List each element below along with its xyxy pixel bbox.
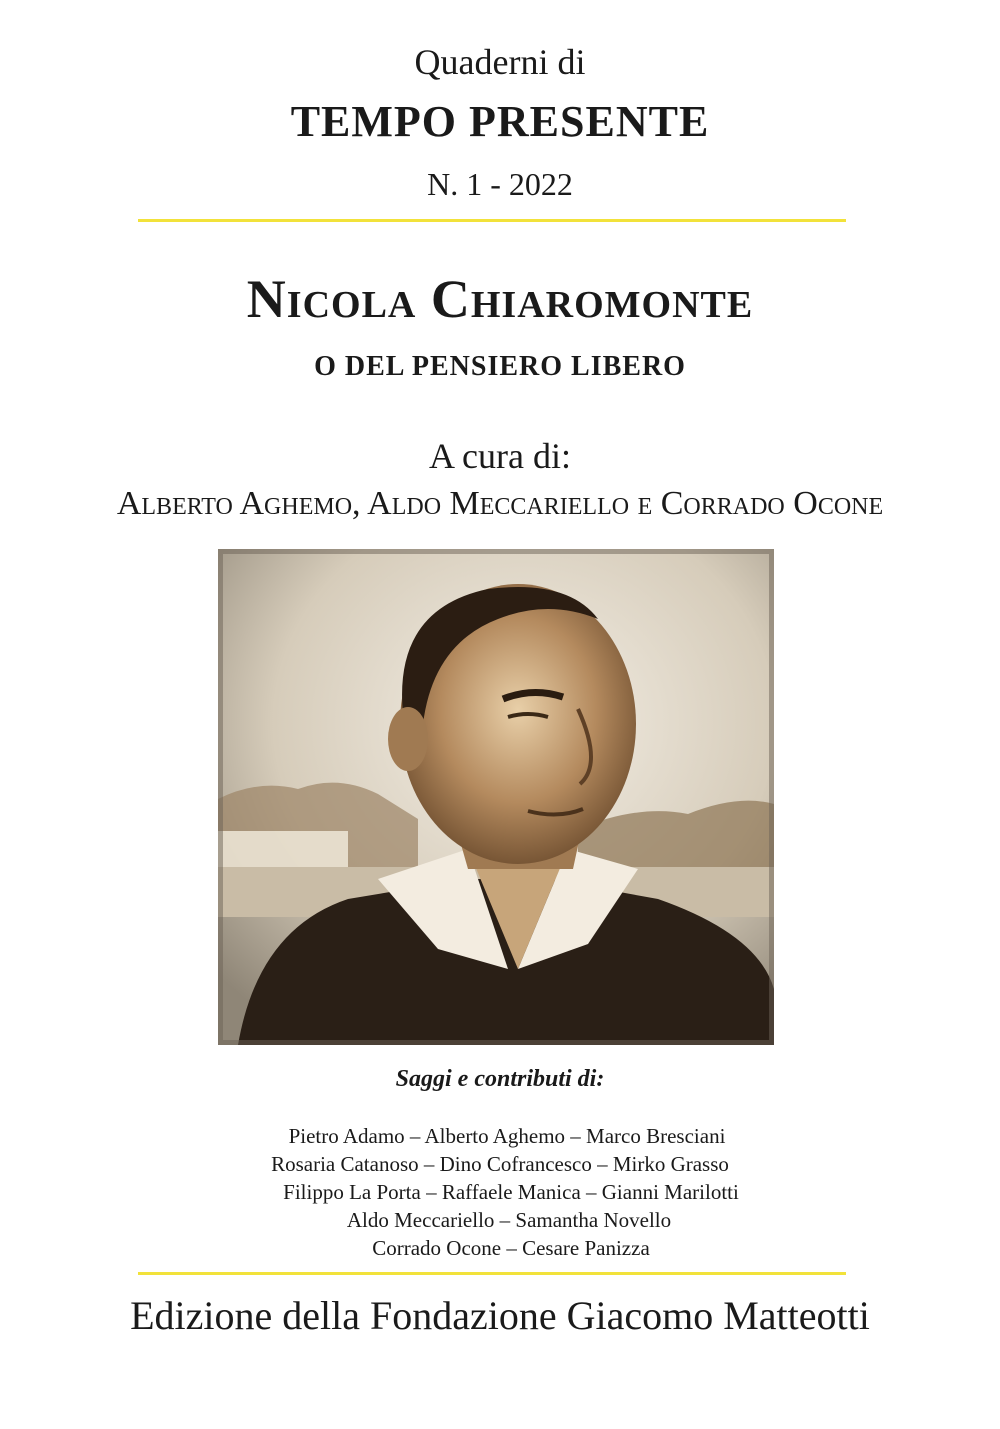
contributors-line: Corrado Ocone – Cesare Panizza — [372, 1236, 650, 1260]
contributors-list — [0, 1122, 1000, 1262]
series-label: Quaderni di — [414, 42, 586, 82]
journal-title: TEMPO PRESENTE — [290, 97, 710, 146]
contributors-line: Rosaria Catanoso – Dino Cofrancesco – Mirko Grasso — [271, 1152, 729, 1176]
edited-by-label: A cura di: — [429, 436, 571, 476]
bottom-divider — [138, 1272, 846, 1275]
book-title: Nicola Chiaromonte — [246, 269, 754, 329]
contributors-label: Saggi e contributi di: — [395, 1066, 605, 1092]
issue-number: N. 1 - 2022 — [427, 166, 573, 202]
contributors-line: Pietro Adamo – Alberto Aghemo – Marco Bresciani — [288, 1124, 726, 1148]
book-subtitle: O DEL PENSIERO LIBERO — [314, 351, 686, 382]
contributors-line: Aldo Meccariello – Samantha Novello — [346, 1208, 672, 1232]
top-divider — [138, 219, 846, 222]
publisher-line: Edizione della Fondazione Giacomo Matteotti — [130, 1293, 870, 1338]
contributors-line: Filippo La Porta – Raffaele Manica – Gianni Marilotti — [283, 1180, 739, 1204]
author-portrait — [218, 549, 774, 1045]
editors-names: Alberto Aghemo, Aldo Meccariello e Corrado Ocone — [116, 485, 884, 522]
